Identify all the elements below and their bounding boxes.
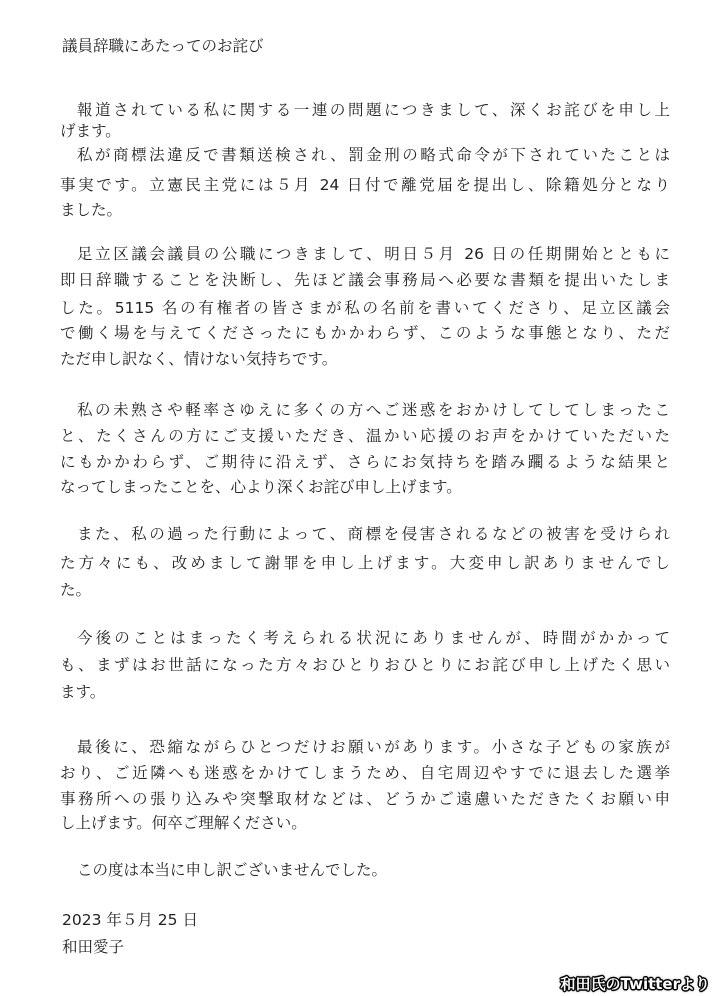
author-name: 和田愛子 bbox=[62, 938, 125, 956]
paragraph-5-line-3: た。 bbox=[60, 581, 92, 599]
paragraph-6-line-3: ます。 bbox=[60, 683, 106, 701]
paragraph-4-line-1: 私の未熟さや軽率さゆえに多くの方へご迷惑をおかけしてしてしまったこ bbox=[77, 401, 670, 419]
paragraph-7-line-3: 事務所への張り込みや突撃取材などは、どうかご遠慮いただきたくお願い申 bbox=[60, 790, 670, 808]
paragraph-5-line-2: た方々にも、改めまして謝罪を申し上げます。大変申し訳ありませんでし bbox=[60, 554, 670, 572]
source-credit-caption: 和田氏のTwitterより bbox=[560, 975, 710, 993]
paragraph-5-line-1: また、私の過った行動によって、商標を侵害されるなどの被害を受けられ bbox=[77, 525, 670, 543]
paragraph-1-line-2: げます。 bbox=[60, 122, 121, 140]
paragraph-7-line-2: おり、ご近隣へも迷惑をかけてしまうため、自宅周辺やすでに退去した選挙 bbox=[60, 764, 670, 782]
paragraph-3-line-5: ただ申し訳なく、情けない気持ちです。 bbox=[60, 350, 338, 368]
paragraph-4-line-2: と、たくさんの方にご支援いただき、温かい応援のお声をかけていただいた bbox=[60, 427, 670, 445]
closing-apology: この度は本当に申し訳ございませんでした。 bbox=[77, 861, 388, 879]
paragraph-1-line-1: 報道されている私に関する一連の問題につきまして、深くお詫びを申し上 bbox=[77, 101, 670, 119]
paragraph-4-line-4: なってしまったことを、心より深くお詫び申し上げます。 bbox=[60, 478, 462, 496]
paragraph-2-line-3: ました。 bbox=[60, 201, 123, 219]
paragraph-3-line-3: した。5115 名の有権者の皆さまが私の名前を書いてくださり、足立区議会 bbox=[60, 299, 670, 317]
paragraph-3-line-4: で働く場を与えてくださったにもかかわらず、このような事態となり、ただ bbox=[60, 324, 670, 342]
paragraph-2-line-1: 私が商標法違反で書類送検され、罰金刑の略式命令が下されていたことは bbox=[77, 146, 670, 164]
paragraph-7-line-1: 最後に、恐縮ながらひとつだけお願いがあります。小さな子どもの家族が bbox=[77, 738, 670, 756]
paragraph-7-line-4: し上げます。何卒ご理解ください。 bbox=[60, 814, 307, 832]
document-date: 2023 年５月 25 日 bbox=[62, 911, 198, 929]
paragraph-3-line-2: 即日辞職することを決断し、先ほど議会事務局へ必要な書類を提出いたしま bbox=[60, 271, 670, 289]
document-title: 議員辞職にあたってのお詫び bbox=[62, 37, 264, 55]
paragraph-6-line-1: 今後のことはまったく考えられる状況にありませんが、時間がかかって bbox=[77, 629, 670, 647]
paragraph-2-line-2: 事実です。立憲民主党には５月 24 日付で離党届を提出し、除籍処分となり bbox=[60, 176, 670, 194]
paragraph-4-line-3: にもかかわらず、ご期待に沿えず、さらにお気持ちを踏み躙るような結果と bbox=[60, 453, 670, 471]
paragraph-6-line-2: も、まずはお世話になった方々おひとりおひとりにお詫び申し上げたく思い bbox=[60, 656, 670, 674]
paragraph-3-line-1: 足立区議会議員の公職につきまして、明日５月 26 日の任期開始とともに bbox=[77, 245, 670, 263]
